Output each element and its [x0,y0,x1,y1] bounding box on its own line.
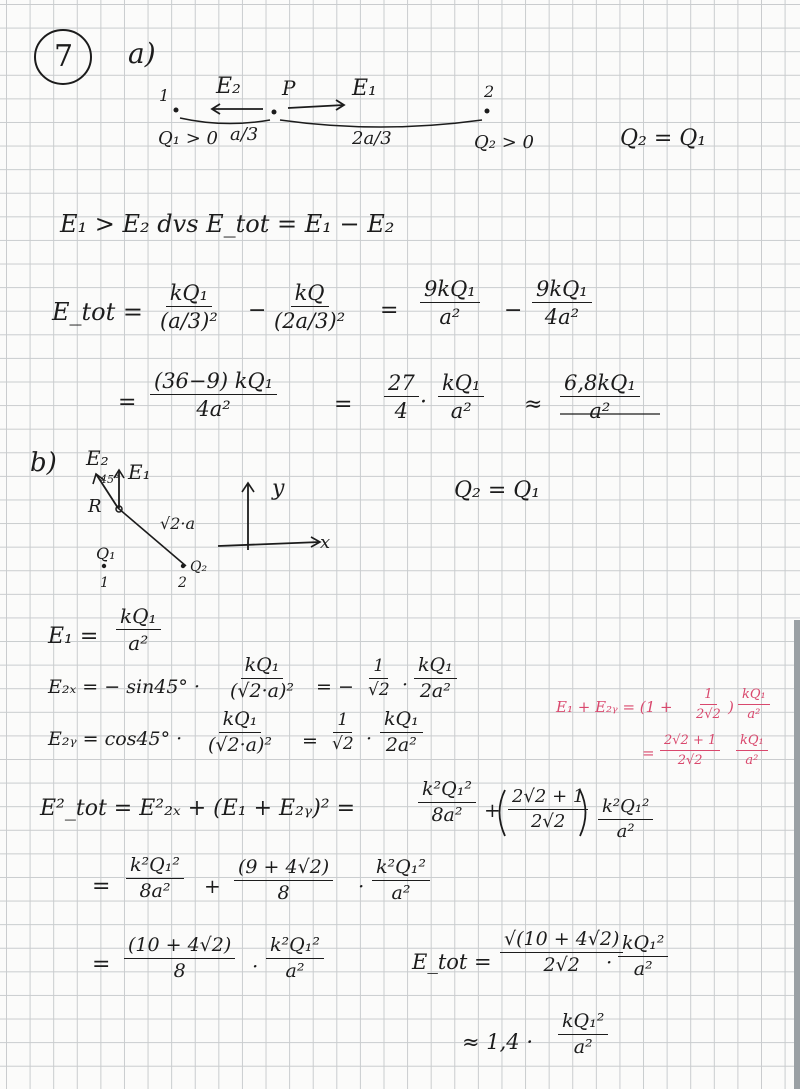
final-approx: ≈ 1,4 · [462,1030,534,1054]
diagram-b-2: 2 [178,575,187,591]
fraction-6 [384,372,419,422]
s2-dot: · [358,874,365,898]
e1-arrow [288,105,344,108]
e2x-eq: = − [316,676,354,698]
diagram-b-q2: Q₂ [190,559,208,575]
s3-dot: · [252,954,259,978]
e2x-result-den: 2a² [419,679,451,702]
fraction-4-den: 4a² [544,305,580,330]
e2y-num: kQ₁ [219,710,262,733]
q2-dot [181,564,185,568]
charge-1-label: Q₁ > 0 [158,128,218,149]
s2-plus: + [204,874,221,898]
s2-fraction-2-num: (9 + 4√2) [234,858,333,881]
brace-2a3 [280,120,482,127]
x-axis [218,542,320,546]
e2y-lhs: E₂ᵧ = cos45° · [48,728,183,750]
margin-note-close: ) [728,698,734,716]
e2x-dot: · [402,674,409,696]
fraction-2-den: (2a/3)² [274,309,346,334]
etot-fraction-2-den: a² [633,957,653,980]
e2x-coef [364,658,394,700]
e2x-coef-den: √2 [368,679,390,700]
charge-relation-b: Q₂ = Q₁ [454,478,541,503]
s2-fraction-3-den: a² [391,881,411,904]
e2x-coef-num: 1 [369,658,388,679]
fraction-6-num: 27 [384,372,419,397]
diagram-b-q1: Q₁ [96,544,116,563]
fraction-3-num: 9kQ₁ [420,278,480,303]
etot-lhs-a: E_tot = [52,298,143,326]
margin-note-g-num: 2√2 + 1 [660,734,720,751]
e2y-fraction [204,710,276,756]
margin-note-g-k [736,734,768,767]
diagram-b-1: 1 [100,575,109,591]
diagram-b-e1: E₁ [128,460,151,484]
e2x-result-num: kQ₁ [414,656,457,679]
etot-squared-lhs: E²_tot = E²₂ₓ + (E₁ + E₂ᵧ)² = [40,796,356,821]
s2-fraction-1 [126,856,184,902]
e2x-lhs: E₂ₓ = − sin45° · [48,676,201,698]
sq-fraction-3-num: k²Q₁² [598,798,653,820]
margin-note-g-k-num: kQ₁ [736,734,768,751]
s2-fraction-1-den: 8a² [139,879,171,902]
fraction-5 [150,370,277,420]
sq-fraction-2 [508,788,588,832]
e2x-num: kQ₁ [241,656,284,679]
sq-plus: + [484,798,501,822]
s3-fraction-2-num: k²Q₁² [266,936,324,959]
sq-fraction-3-den: a² [616,820,635,842]
diagram-b-e2: E₂ [86,446,109,470]
e1-den: a² [128,631,149,655]
fraction-4-num: 9kQ₁ [532,278,592,303]
equals-2: = [380,298,399,323]
diagram-b-r: R [88,496,102,517]
fraction-5-num: (36−9) kQ₁ [150,370,277,395]
diagram-b-sqrt2a: √2·a [160,514,195,533]
margin-note-g [660,734,720,767]
diagram-b-45: 45° [100,473,120,486]
e2y-coef [328,712,358,754]
axis-x-label: x [320,532,331,553]
margin-note-lhs: E₁ + E₂ᵧ = (1 + [556,698,673,716]
field-comparison-line: E₁ > E₂ dvs E_tot = E₁ − E₂ [60,210,395,238]
s3-fraction-1-num: (10 + 4√2) [124,936,235,959]
minus-1: − [248,298,267,323]
sq-fraction-1-num: k²Q₁² [418,780,476,803]
q1-dot [102,564,106,568]
e2y-result-den: 2a² [385,733,417,756]
etot-fraction-1-num: √(10 + 4√2) [500,930,623,953]
sq-fraction-2-den: 2√2 [530,810,566,832]
fraction-7-den: a² [450,399,472,424]
fraction-5-den: 4a² [196,397,231,422]
approx-1: ≈ [524,392,543,417]
fraction-2-num: kQ [291,282,329,307]
s2-fraction-1-num: k²Q₁² [126,856,184,879]
margin-note-g-k-den: a² [745,752,759,768]
fraction-4 [532,278,592,328]
etot-fraction-1 [500,930,623,976]
part-a-label: a) [128,37,156,70]
margin-note-coef-den: 2√2 [696,706,721,722]
margin-note-k-den: a² [747,706,761,722]
charge-2-dot [485,109,490,114]
distance-a3: a/3 [230,124,259,145]
fraction-7 [438,372,484,422]
axis-y-label: y [272,476,285,501]
fraction-8 [560,372,640,422]
e2y-den: (√2·a)² [208,733,273,756]
e2x-fraction [226,656,298,702]
e1-lhs: E₁ = [48,624,99,649]
fraction-1-den: (a/3)² [160,309,218,334]
fraction-1 [156,282,222,332]
minus-2: − [504,298,523,323]
margin-note-k-num: kQ₁ [738,688,770,705]
final-fraction [558,1012,608,1058]
brace-a3 [180,118,270,124]
fraction-8-num: 6,8kQ₁ [560,372,640,397]
margin-note-coef-num: 1 [700,688,716,705]
s2-equals: = [92,874,111,899]
e2y-result-num: kQ₁ [380,710,423,733]
distance-2a3: 2a/3 [352,128,392,149]
diagram-label-p: P [282,76,296,100]
fraction-6-den: 4 [394,399,409,424]
fraction-8-den: a² [589,399,611,424]
problem-number: 7 [54,39,74,74]
fraction-3 [420,278,480,328]
margin-note-g-den: 2√2 [677,752,703,768]
s2-fraction-2-den: 8 [277,881,290,904]
margin-note-k [738,688,770,721]
s2-fraction-2 [234,858,333,904]
fraction-2 [270,282,349,332]
fraction-7-num: kQ₁ [438,372,484,397]
sq-fraction-1-den: 8a² [431,803,463,826]
s2-fraction-3-num: k²Q₁² [372,858,430,881]
e1-num: kQ₁ [116,606,161,630]
diagram-label-e1: E₁ [352,76,377,101]
etot-fraction-2-num: kQ₁² [618,934,668,957]
etot-dot: · [606,950,613,974]
margin-note-eq: = [642,744,655,762]
s3-fraction-2 [266,936,324,982]
s3-fraction-1 [124,936,235,982]
s3-fraction-1-den: 8 [173,959,186,982]
sq-fraction-3 [598,798,653,842]
point-p-dot [272,110,277,115]
margin-note-coef [692,688,725,721]
part-b-label: b) [30,448,57,478]
e2y-dot: · [366,728,373,750]
e2x-result [414,656,457,702]
e2y-result [380,710,423,756]
e2y-coef-num: 1 [333,712,352,733]
final-den: a² [573,1035,593,1058]
sq-fraction-2-num: 2√2 + 1 [508,788,588,810]
diagram-label-2: 2 [484,82,495,101]
dot-1: · [420,390,427,415]
s3-equals: = [92,952,111,977]
etot-lhs-b: E_tot = [412,950,492,974]
charge-2-label: Q₂ > 0 [474,132,534,153]
charge-1-dot [174,108,179,113]
e2x-den: (√2·a)² [230,679,295,702]
sq-fraction-1 [418,780,476,826]
e1-fraction [116,606,161,654]
charge-relation-a: Q₂ = Q₁ [620,126,707,151]
e2y-coef-den: √2 [332,733,354,754]
etot-fraction-1-den: 2√2 [543,953,580,976]
e2y-eq: = [302,730,318,752]
equals-3: = [118,390,137,415]
diagram-label-e2: E₂ [216,74,241,99]
s2-fraction-3 [372,858,430,904]
s3-fraction-2-den: a² [285,959,305,982]
fraction-1-num: kQ₁ [166,282,212,307]
diagram-label-1: 1 [159,86,170,105]
etot-fraction-2 [618,934,668,980]
equals-4: = [334,392,353,417]
final-num: kQ₁² [558,1012,608,1035]
fraction-3-den: a² [439,305,461,330]
